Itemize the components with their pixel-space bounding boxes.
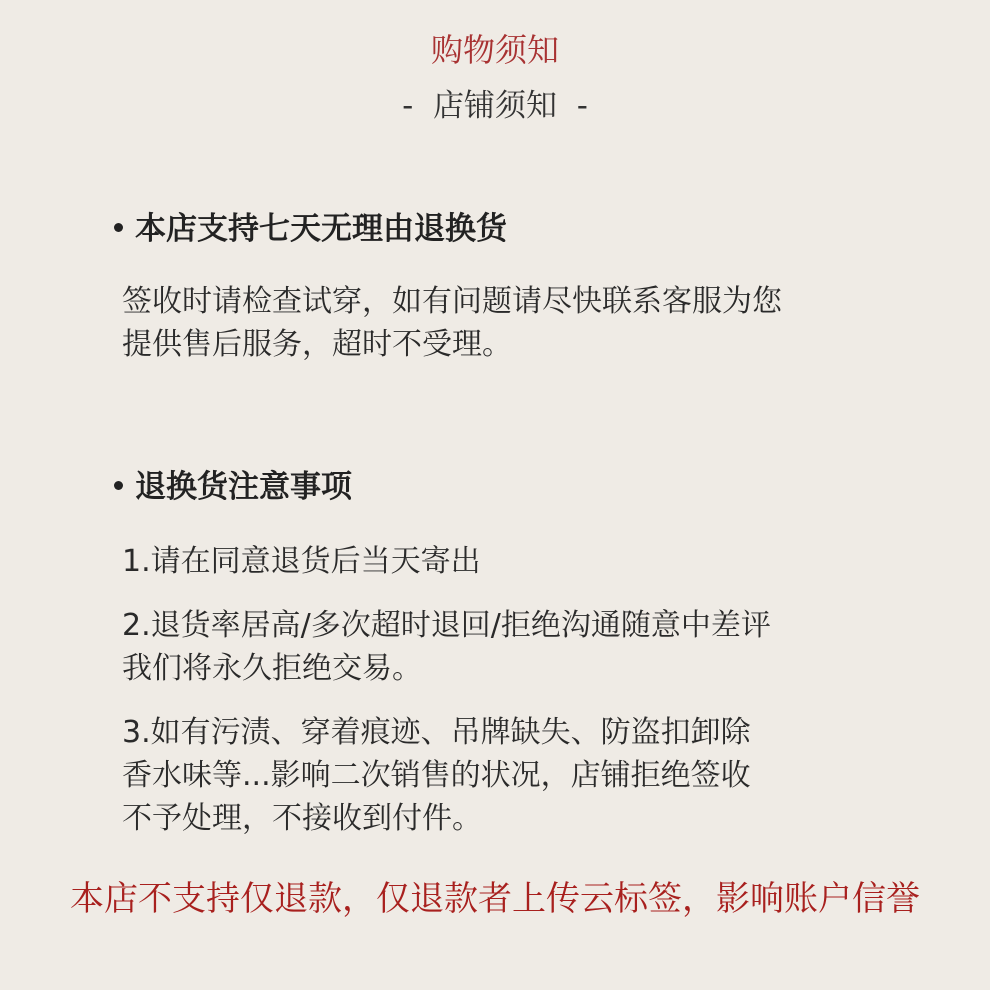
paragraph-line: 签收时请检查试穿，如有问题请尽快联系客服为您: [122, 284, 782, 319]
paragraph-line: 3.如有污渍、穿着痕迹、吊牌缺失、防盗扣卸除: [122, 715, 751, 750]
page-title: 购物须知: [430, 31, 559, 69]
paragraph-line: 提供售后服务，超时不受理。: [122, 327, 512, 362]
return-note-item-1: [122, 540, 882, 583]
return-policy-paragraph: [122, 280, 882, 366]
bullet-icon: [114, 481, 123, 490]
return-note-item-2: [122, 604, 882, 690]
paragraph-line: 香水味等...影响二次销售的状况，店铺拒绝签收: [122, 758, 751, 793]
section-heading-return-policy: [114, 207, 507, 251]
bullet-icon: [114, 223, 123, 232]
paragraph-line: 2.退货率居高/多次超时退回/拒绝沟通随意中差评: [122, 608, 771, 643]
paragraph-line: 不予处理，不接收到付件。: [122, 801, 482, 836]
paragraph-line: 我们将永久拒绝交易。: [122, 651, 422, 686]
section-heading-return-notes: [114, 465, 352, 509]
section-heading-label: 退换货注意事项: [135, 469, 352, 505]
refund-warning-notice: 本店不支持仅退款，仅退款者上传云标签，影响账户信誉: [70, 879, 920, 919]
section-heading-label: 本店支持七天无理由退换货: [135, 211, 507, 247]
page-subtitle: - 店铺须知 -: [402, 88, 588, 124]
return-note-item-3: [122, 711, 882, 840]
paragraph-line: 1.请在同意退货后当天寄出: [122, 544, 481, 579]
